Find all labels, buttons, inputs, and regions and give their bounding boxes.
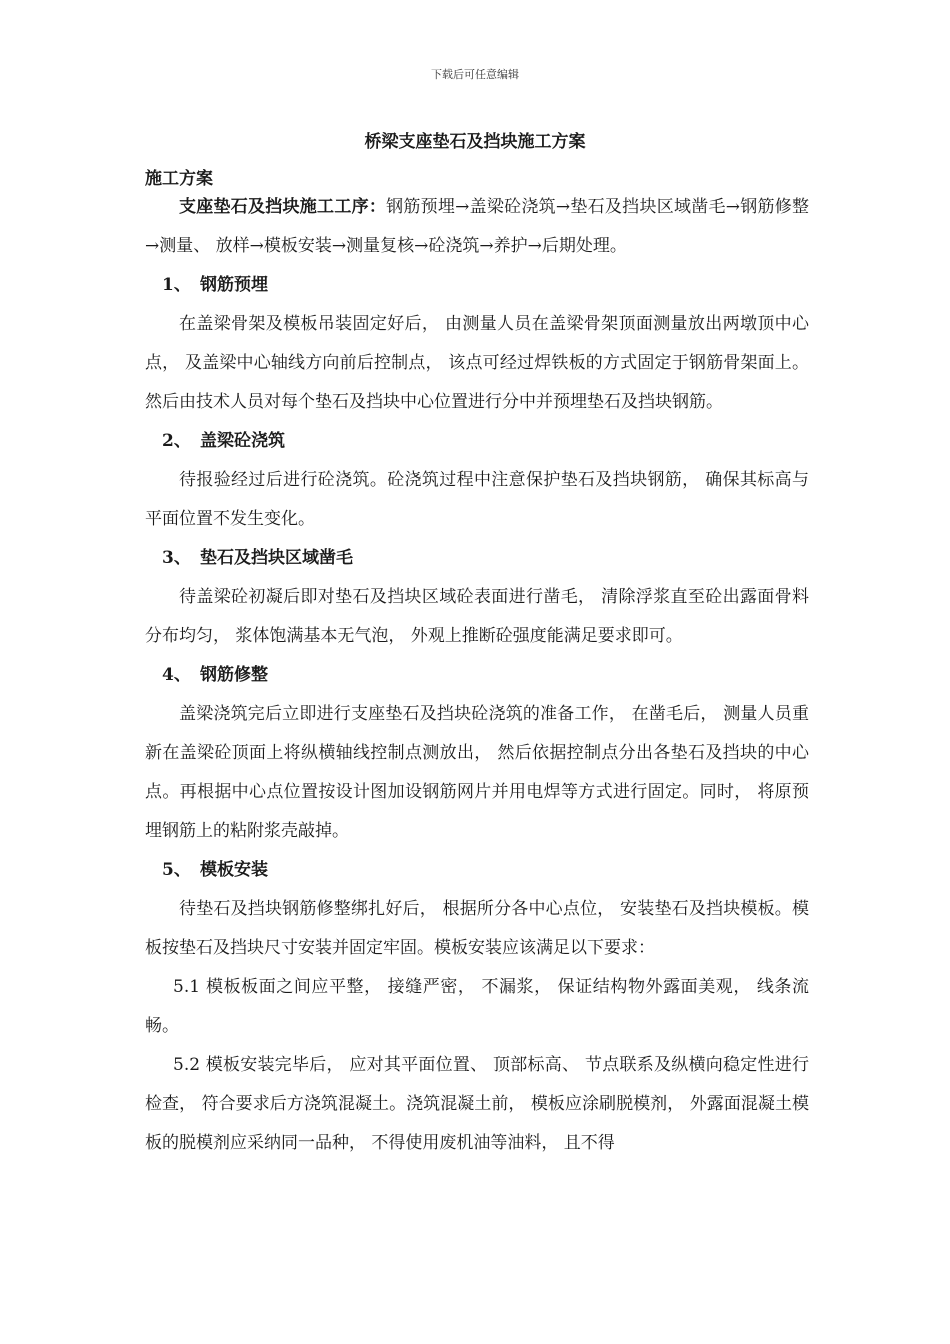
section-body-2: 待报验经过后进行砼浇筑。砼浇筑过程中注意保护垫石及挡块钢筋， 确保其标高与平面位置不发生变化。	[145, 470, 809, 529]
section-heading-2	[145, 422, 809, 461]
section-number: 3、	[162, 548, 191, 568]
section-number: 1、	[162, 275, 191, 295]
section-heading-text: 垫石及挡块区域凿毛	[200, 548, 353, 568]
subitem-text: 模板安装完毕后， 应对其平面位置、 顶部标高、 节点联系及纵横向稳定性进行检查， 符合要求后方浇筑混凝土。浇筑混凝土前， 模板应涂刷脱模剂， 外露面混凝土模板的脱模剂应采纳同一品种， 不得使用废机油等油料， 且不得	[145, 1055, 809, 1153]
section-number: 5、	[162, 860, 191, 880]
section-title: 施工方案	[145, 169, 213, 189]
subitem-5-1	[145, 968, 809, 1046]
section-heading-3	[145, 539, 809, 578]
section-number: 2、	[162, 431, 191, 451]
section-body-3: 待盖梁砼初凝后即对垫石及挡块区域砼表面进行凿毛， 清除浮浆直至砼出露面骨料分布均匀， 浆体饱满基本无气泡， 外观上推断砼强度能满足要求即可。	[145, 587, 809, 646]
section-heading-text: 钢筋修整	[200, 665, 268, 685]
section-body-1: 在盖梁骨架及模板吊装固定好后， 由测量人员在盖梁骨架顶面测量放出两墩顶中心点， 及盖梁中心轴线方向前后控制点， 该点可经过焊铁板的方式固定于钢筋骨架面上。然后由技术人员对每个垫石及挡块中心位置进行分中并预埋垫石及挡块钢筋。	[145, 314, 809, 412]
document-title: 桥梁支座垫石及挡块施工方案	[364, 132, 586, 152]
section-heading-text: 钢筋预埋	[200, 275, 268, 295]
section-heading-1	[145, 266, 809, 305]
section-heading-text: 模板安装	[200, 860, 268, 880]
section-heading-4	[145, 656, 809, 695]
subitem-number: 5.2	[173, 1055, 201, 1075]
section-heading-5	[145, 851, 809, 890]
page-header-note: 下载后可任意编辑	[431, 68, 519, 81]
section-number: 4、	[162, 665, 191, 685]
document-body	[145, 188, 809, 1163]
subitem-text: 模板板面之间应平整， 接缝严密， 不漏浆， 保证结构物外露面美观， 线条流畅。	[145, 977, 810, 1036]
section-body-4: 盖梁浇筑完后立即进行支座垫石及挡块砼浇筑的准备工作， 在凿毛后， 测量人员重新在盖梁砼顶面上将纵横轴线控制点测放出， 然后依据控制点分出各垫石及挡块的中心点。再根据中心点位置按设计图加设钢筋网片并用电焊等方式进行固定。同时， 将原预埋钢筋上的粘附浆壳敲掉。	[145, 704, 809, 841]
section-heading-text: 盖梁砼浇筑	[200, 431, 285, 451]
intro-paragraph	[145, 188, 809, 266]
intro-lead: 支座垫石及挡块施工工序：	[179, 197, 387, 217]
section-body-5: 待垫石及挡块钢筋修整绑扎好后， 根据所分各中心点位， 安装垫石及挡块模板。模板按垫石及挡块尺寸安装并固定牢固。模板安装应该满足以下要求：	[145, 899, 809, 958]
intro-text: 钢筋预埋→盖梁砼浇筑→垫石及挡块区域凿毛→钢筋修整→测量、 放样→模板安装→测量复核→砼浇筑→养护→后期处理。	[145, 197, 810, 256]
subitem-number: 5.1	[173, 977, 201, 997]
subitem-5-2	[145, 1046, 809, 1163]
